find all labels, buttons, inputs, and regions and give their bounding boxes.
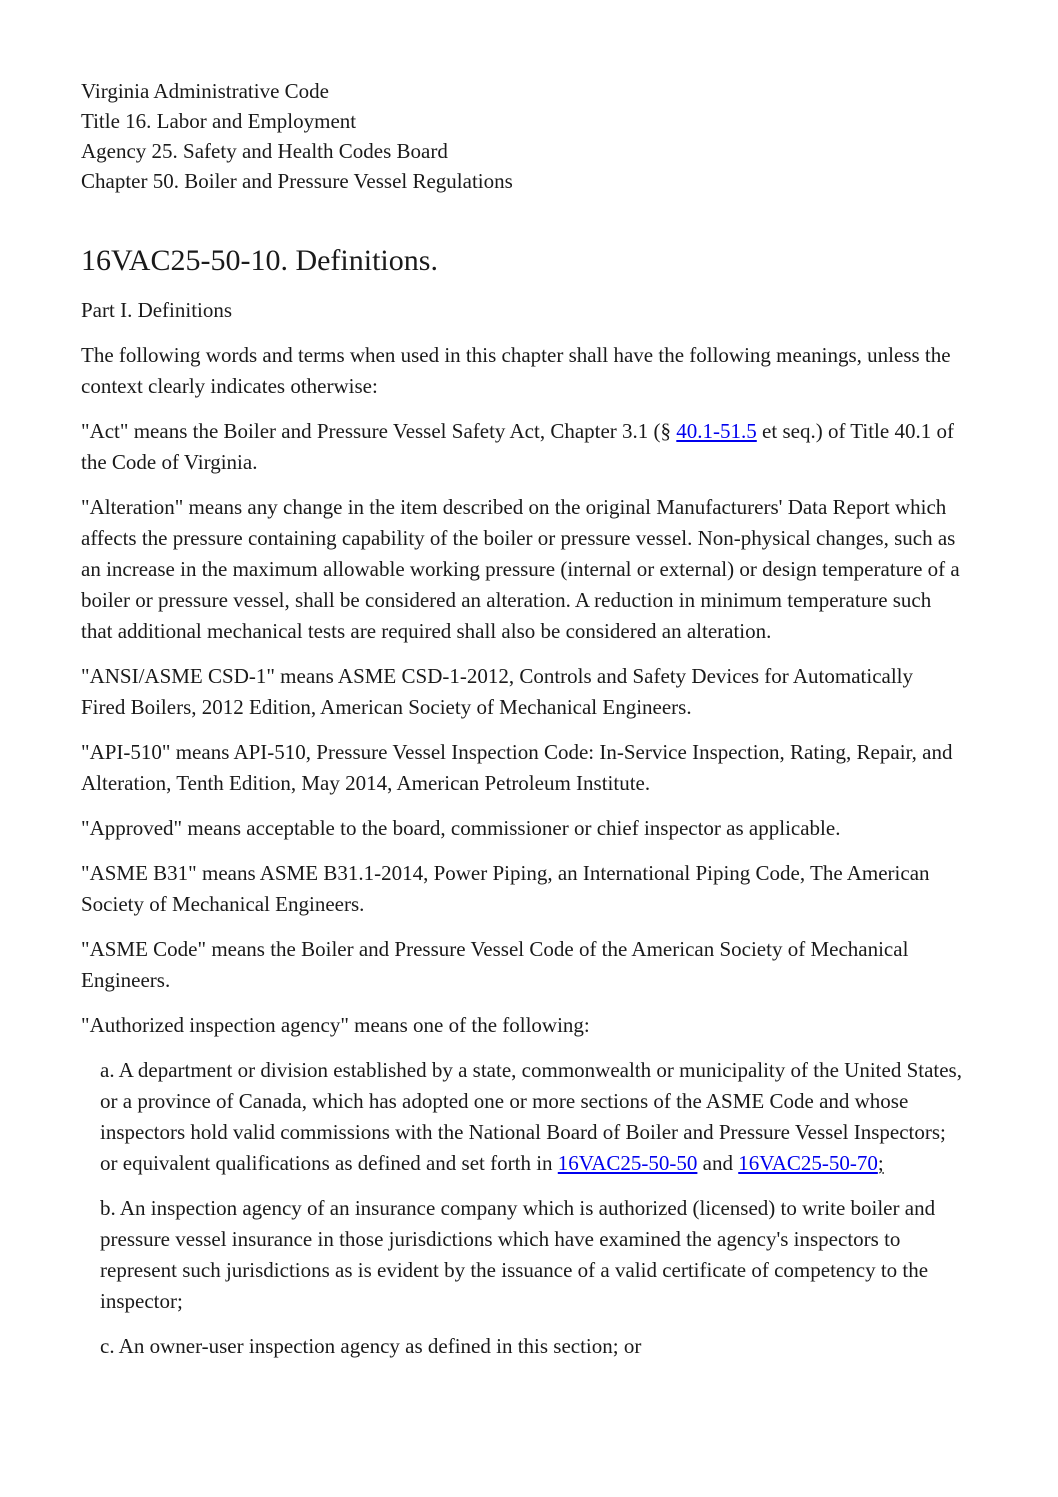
definition-alteration: "Alteration" means any change in the item described on the original Manufacturers' Data Report which affects the pressure containing capability of the boiler or pressure vessel. Non-physical changes, such as an increase in the maximum allowable working pressure (internal or external) or design temperature of a boiler or pressure vessel, shall be considered an alteration. A reduction in minimum temperature such that additional mechanical tests are required shall also be considered an alteration. (81, 495, 960, 643)
item-a-text-between-links: and (697, 1151, 739, 1175)
definition-asme-b31: "ASME B31" means ASME B31.1-2014, Power Piping, an International Piping Code, The American Society of Mechanical Engineers. (81, 861, 930, 916)
definition-api-510: "API-510" means API-510, Pressure Vessel Inspection Code: In-Service Inspection, Rating, Repair, and Alteration, Tenth Edition, May 2014, American Petroleum Institute. (81, 740, 953, 795)
header-line-chapter: Chapter 50. Boiler and Pressure Vessel Regulations (81, 169, 513, 193)
item-a-text: a. A department or division established by a state, commonwealth or municipality of the United States, or a province of Canada, which has adopted one or more sections of the ASME Code and whose inspectors hold valid commissions with the National Board of Boiler and Pressure Vessel Inspectors; or equivalent qualifications as defined and set forth in (100, 1058, 962, 1175)
header-line-code-name: Virginia Administrative Code (81, 79, 329, 103)
definition-asme-code: "ASME Code" means the Boiler and Pressure Vessel Code of the American Society of Mechanical Engineers. (81, 937, 909, 992)
link-16vac25-50-50[interactable]: 16VAC25-50-50 (557, 1151, 698, 1175)
authorized-agency-item-c: c. An owner-user inspection agency as defined in this section; or (100, 1334, 642, 1358)
section-title: 16VAC25-50-10. Definitions. (81, 244, 438, 277)
part-heading: Part I. Definitions (81, 298, 233, 322)
header-line-title: Title 16. Labor and Employment (81, 109, 357, 133)
document-header (81, 76, 962, 196)
definition-ansi-asme-csd-1: "ANSI/ASME CSD-1" means ASME CSD-1-2012, Controls and Safety Devices for Automatically Fired Boilers, 2012 Edition, American Society of Mechanical Engineers. (81, 664, 914, 719)
definition-authorized-inspection-agency-lead: "Authorized inspection agency" means one of the following: (81, 1013, 590, 1037)
item-a-semicolon: ; (877, 1151, 884, 1175)
definition-act-text-after: et seq.) of Title 40.1 of the Code of Virginia. (81, 419, 954, 474)
authorized-agency-item-a (100, 1055, 962, 1179)
definition-approved: "Approved" means acceptable to the board, commissioner or chief inspector as applicable. (81, 816, 841, 840)
authorized-agency-item-b: b. An inspection agency of an insurance company which is authorized (licensed) to write boiler and pressure vessel insurance in those jurisdictions which have examined the agency's inspectors to represent such jurisdictions as is evident by the issuance of a valid certificate of competency to the inspector; (100, 1196, 936, 1313)
link-16vac25-50-70[interactable]: 16VAC25-50-70 (738, 1151, 878, 1175)
link-code-of-virginia-40-1-51-5[interactable]: 40.1-51.5 (676, 419, 757, 443)
definition-act (81, 416, 962, 478)
intro-paragraph: The following words and terms when used in this chapter shall have the following meanings, unless the context clearly indicates otherwise: (81, 343, 951, 398)
definition-act-text-before: "Act" means the Boiler and Pressure Vessel Safety Act, Chapter 3.1 (§ (81, 419, 677, 443)
header-line-agency: Agency 25. Safety and Health Codes Board (81, 139, 448, 163)
